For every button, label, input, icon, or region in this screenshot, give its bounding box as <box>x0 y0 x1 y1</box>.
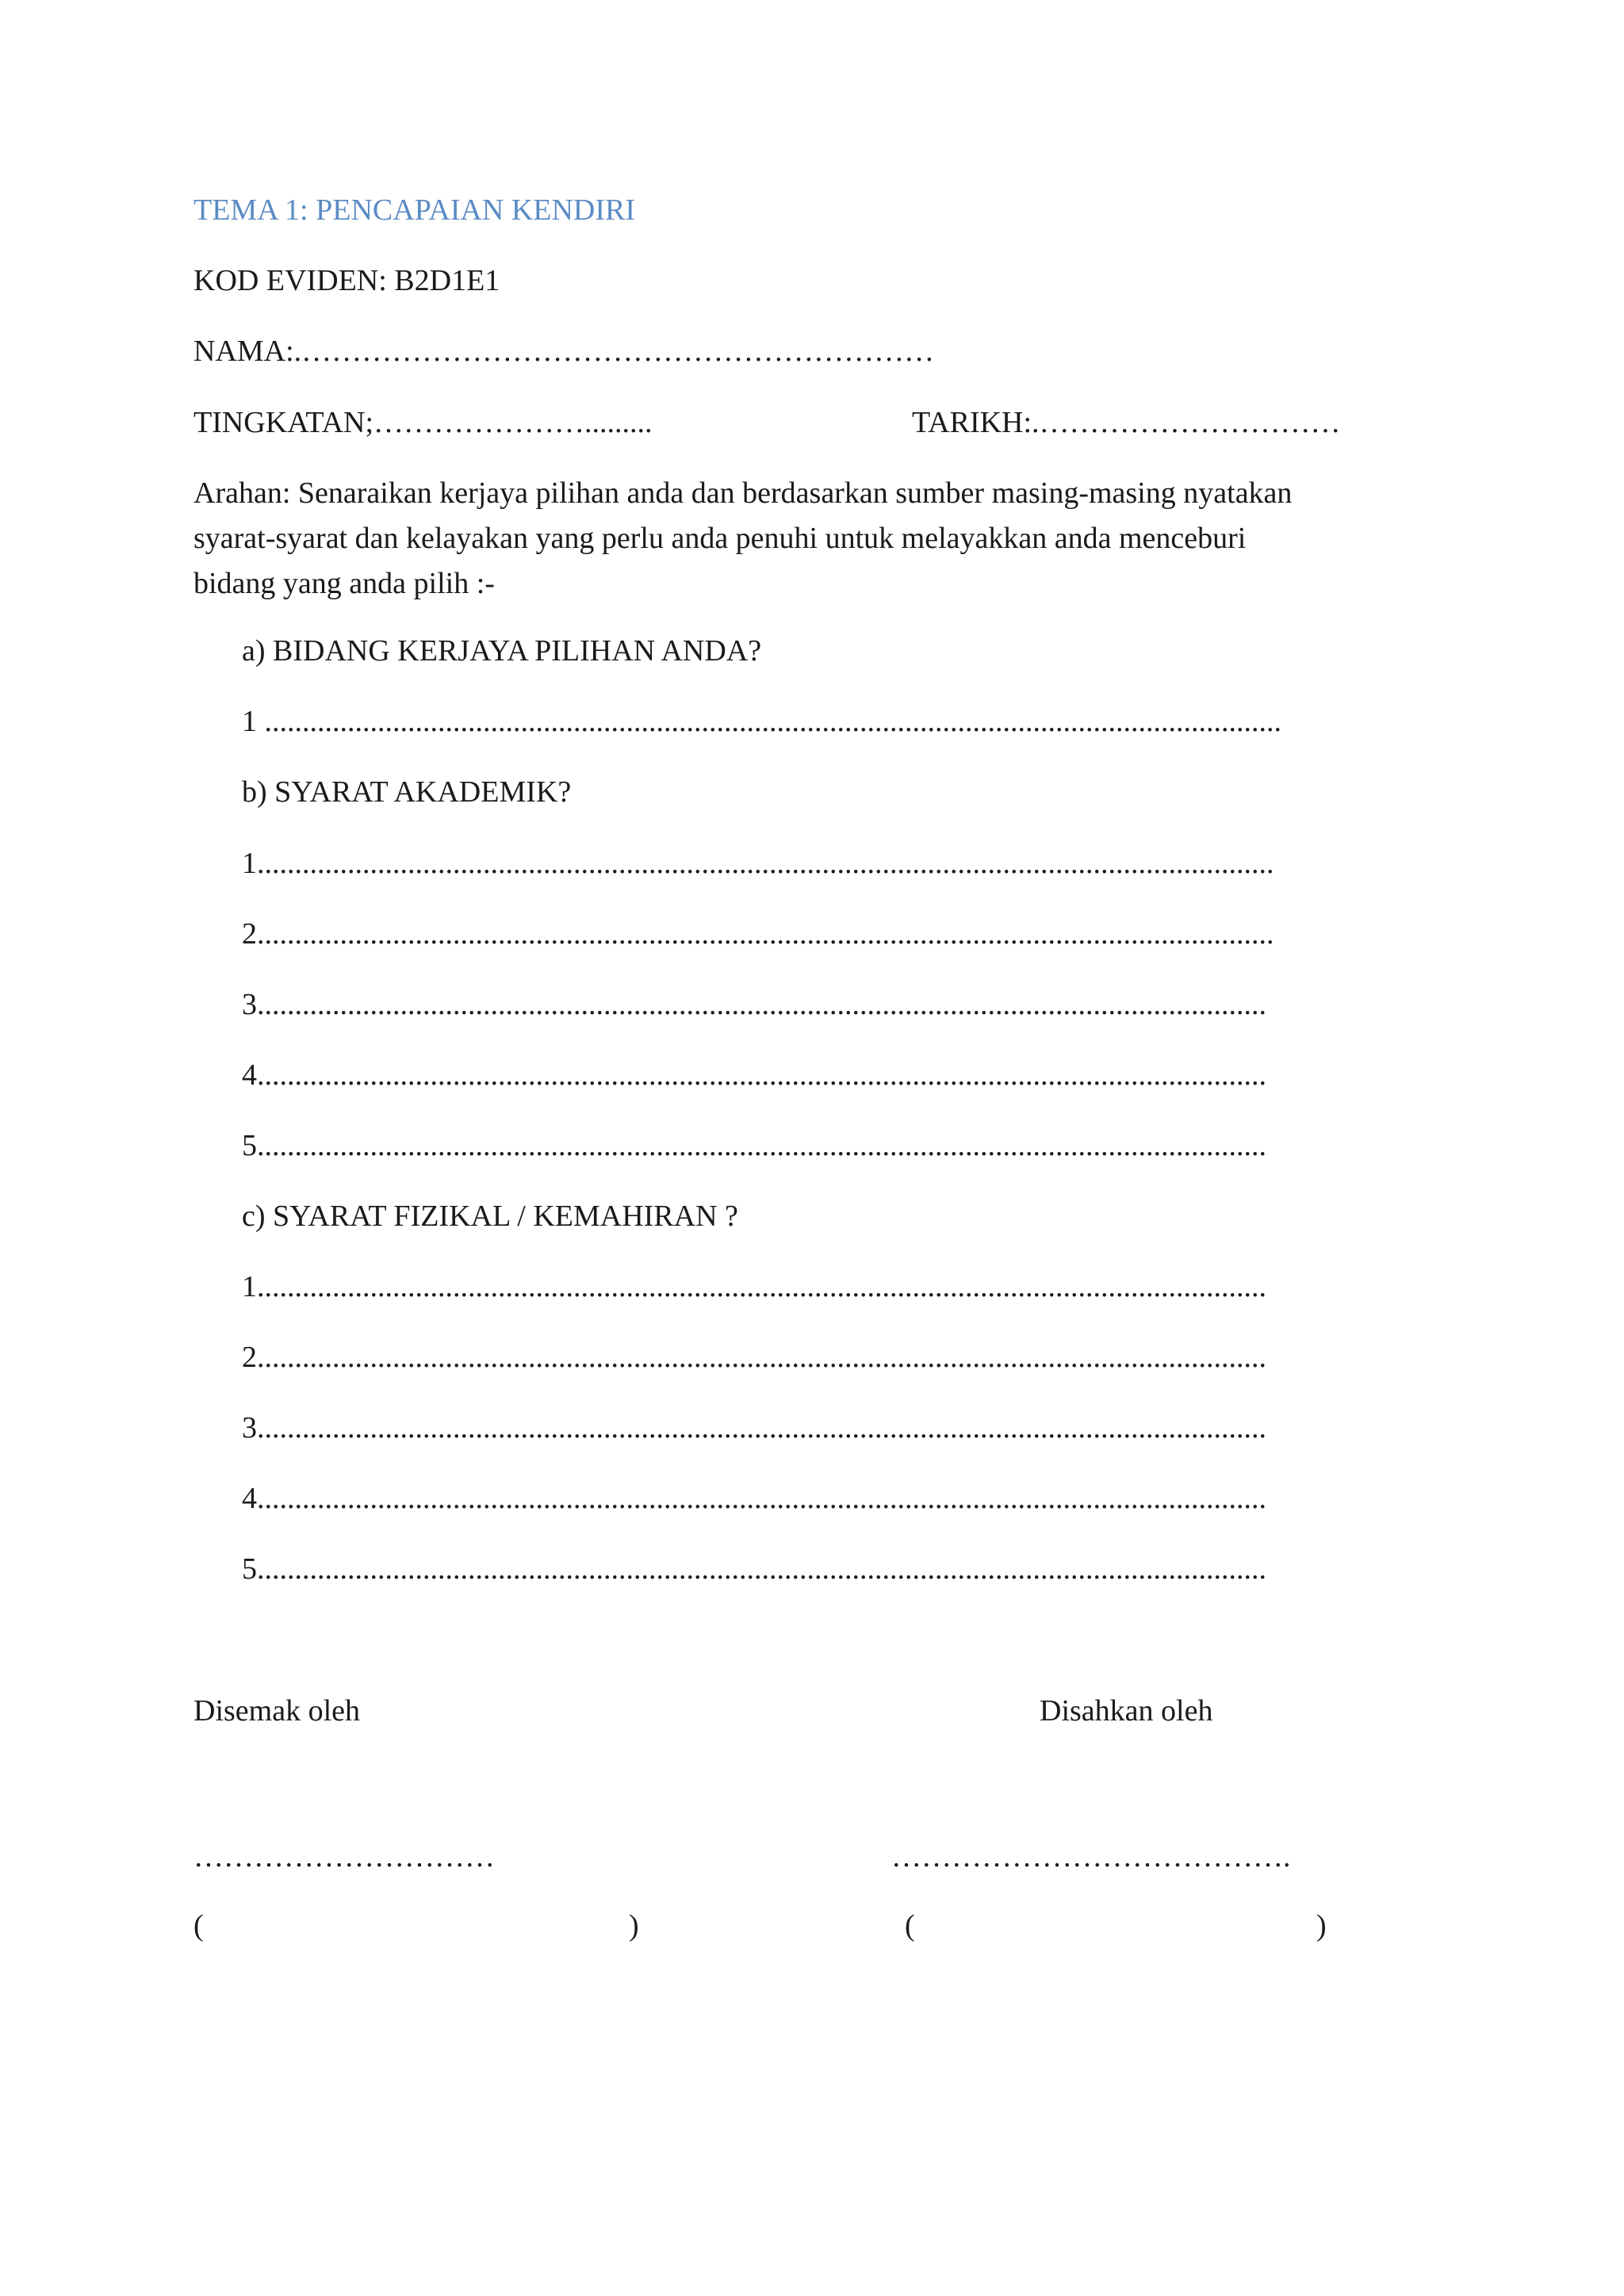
section-c-heading: c) SYARAT FIZIKAL / KEMAHIRAN ? <box>242 1200 738 1233</box>
arahan-line-3: bidang yang anda pilih :- <box>193 567 495 600</box>
right-signature-line: …………………………………. <box>891 1840 1291 1873</box>
disemak-label: Disemak oleh <box>193 1694 361 1728</box>
right-name-paren-close: ) <box>1316 1909 1327 1942</box>
section-b-line-2: 2....................................................................................................................................... <box>242 917 1274 951</box>
section-a-line-1: 1 ....................................................................................................................................... <box>242 705 1281 738</box>
arahan-line-2: syarat-syarat dan kelayakan yang perlu anda penuhi untuk melayakkan anda menceburi <box>193 522 1247 555</box>
tingkatan-field: TINGKATAN;…………………......... <box>193 406 653 439</box>
section-c-line-4: 4...................................................................................................................................... <box>242 1482 1266 1515</box>
arahan-paragraph <box>193 471 1399 607</box>
kod-eviden: KOD EVIDEN: B2D1E1 <box>193 264 500 297</box>
nama-field: NAMA:.……………………………………………………… <box>193 335 935 368</box>
section-b-line-3: 3...................................................................................................................................... <box>242 988 1266 1021</box>
section-c-line-2: 2...................................................................................................................................... <box>242 1341 1266 1374</box>
disahkan-label: Disahkan oleh <box>1040 1694 1213 1728</box>
section-c-line-1: 1...................................................................................................................................... <box>242 1270 1266 1303</box>
left-signature-line: ………………………… <box>193 1840 495 1873</box>
section-c-line-3: 3...................................................................................................................................... <box>242 1411 1266 1445</box>
left-name-paren-close: ) <box>629 1909 639 1942</box>
section-b-heading: b) SYARAT AKADEMIK? <box>242 775 572 809</box>
tarikh-field: TARIKH:.………………………… <box>912 406 1341 439</box>
section-a-heading: a) BIDANG KERJAYA PILIHAN ANDA? <box>242 634 762 668</box>
section-b-line-5: 5...................................................................................................................................... <box>242 1129 1266 1162</box>
left-name-paren-open: ( <box>193 1909 204 1942</box>
section-b-line-4: 4...................................................................................................................................... <box>242 1058 1266 1092</box>
right-name-paren-open: ( <box>905 1909 915 1942</box>
page-title: TEMA 1: PENCAPAIAN KENDIRI <box>193 193 636 227</box>
arahan-line-1: Arahan: Senaraikan kerjaya pilihan anda dan berdasarkan sumber masing-masing nyatakan <box>193 476 1293 510</box>
section-b-line-1: 1....................................................................................................................................... <box>242 847 1274 880</box>
section-c-line-5: 5...................................................................................................................................... <box>242 1552 1266 1586</box>
